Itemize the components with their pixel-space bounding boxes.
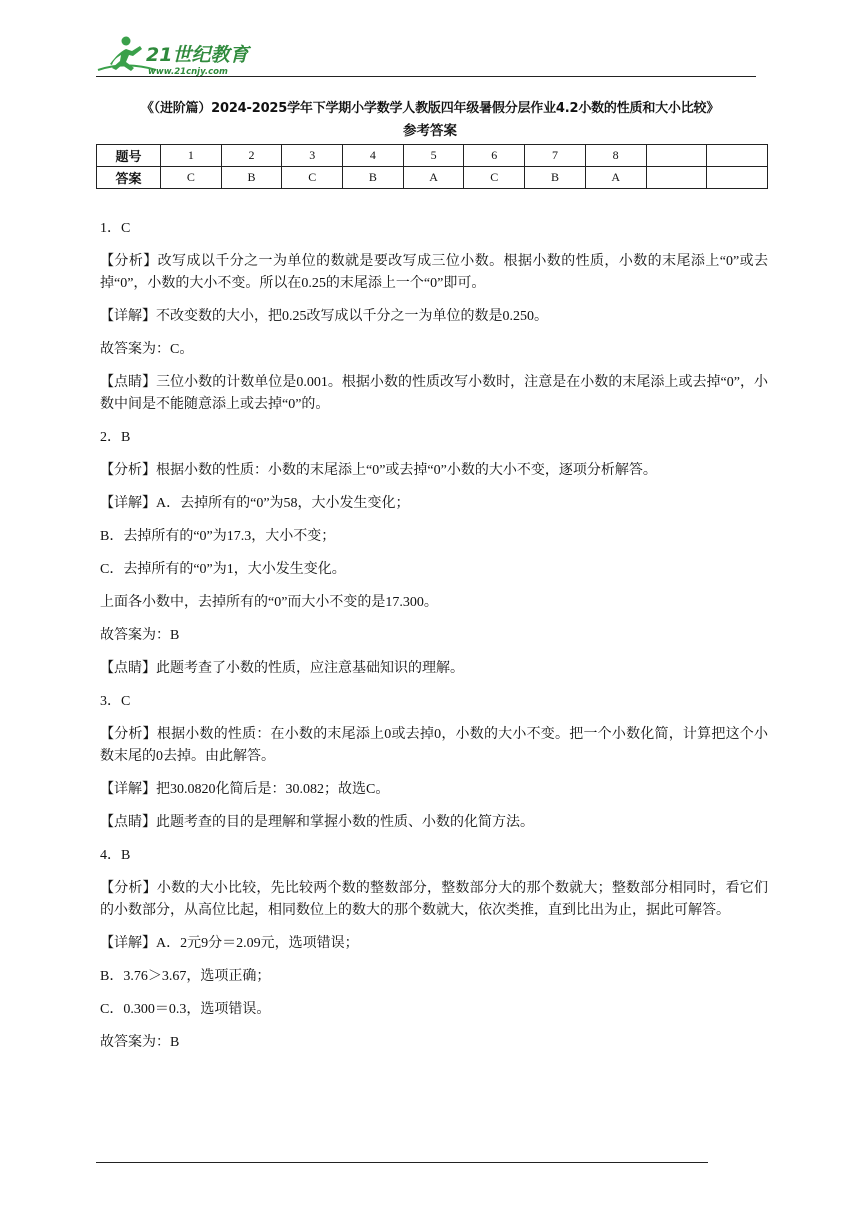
table-cell-answer: A [403, 167, 464, 189]
header-divider [96, 76, 756, 77]
solution-line: 4．B [100, 848, 131, 863]
table-cell-answer: C [161, 167, 222, 189]
solution-line: 1．C [100, 221, 131, 236]
table-cell-number: 1 [161, 145, 222, 167]
table-header-number: 题号 [97, 145, 161, 167]
table-cell-number [707, 145, 768, 167]
table-cell-answer: B [343, 167, 404, 189]
table-cell-answer: B [525, 167, 586, 189]
solution-line: 故答案为：B [100, 628, 180, 643]
table-cell-number: 4 [343, 145, 404, 167]
table-cell-number [646, 145, 707, 167]
table-cell-answer [646, 167, 707, 189]
table-cell-answer: B [221, 167, 282, 189]
solution-line: 【分析】小数的大小比较，先比较两个数的整数部分，整数部分大的那个数就大；整数部分相同时，看它们的小数部分，从高位比起，相同数位上的数大的那个数就大，依次类推，直到比出为止，据此可解答。 [100, 881, 768, 918]
solution-line: 【分析】根据小数的性质：小数的末尾添上“0”或去掉“0”小数的大小不变，逐项分析解答。 [100, 463, 657, 478]
solution-line: 【详解】A．去掉所有的“0”为58，大小发生变化； [100, 496, 410, 511]
answer-table [96, 144, 768, 189]
solution-line: 【详解】把30.0820化简后是：30.082；故选C。 [100, 782, 390, 797]
solution-line: 3．C [100, 694, 131, 709]
page-header [0, 0, 860, 80]
document-title: 《（进阶篇）2024-2025学年下学期小学数学人教版四年级暑假分层作业4.2小数的性质和大小比较》 [140, 101, 720, 116]
solution-line: 【点睛】三位小数的计数单位是0.001。根据小数的性质改写小数时，注意是在小数的末尾添上或去掉“0”，小数中间是不能随意添上或去掉“0”的。 [100, 375, 768, 412]
logo-url: www.21cnjy.com [148, 67, 228, 77]
table-header-answer: 答案 [97, 167, 161, 189]
solution-line: 上面各小数中，去掉所有的“0”而大小不变的是17.300。 [100, 595, 438, 610]
solution-line: 【点睛】此题考查了小数的性质，应注意基础知识的理解。 [100, 661, 464, 676]
document-subtitle: 参考答案 [403, 123, 457, 139]
logo [96, 34, 266, 78]
table-cell-number: 2 [221, 145, 282, 167]
solution-line: 【分析】改写成以千分之一为单位的数就是要改写成三位小数。根据小数的性质，小数的末尾添上“0”或去掉“0”，小数的大小不变。所以在0.25的末尾添上一个“0”即可。 [100, 254, 768, 291]
solution-line: 2．B [100, 430, 131, 445]
table-row-answers [97, 167, 768, 189]
solution-line: 【点睛】此题考查的目的是理解和掌握小数的性质、小数的化简方法。 [100, 815, 534, 830]
table-row-numbers [97, 145, 768, 167]
table-cell-number: 5 [403, 145, 464, 167]
solution-line: 【详解】A．2元9分＝2.09元，选项错误； [100, 936, 359, 951]
solution-line: 【分析】根据小数的性质：在小数的末尾添上0或去掉0，小数的大小不变。把一个小数化简，计算把这个小数末尾的0去掉。由此解答。 [100, 727, 768, 764]
solutions-body [100, 218, 768, 1065]
logo-text: 21世纪教育 [146, 44, 249, 66]
solution-line: 【详解】不改变数的大小，把0.25改写成以千分之一为单位的数是0.250。 [100, 309, 548, 324]
table-cell-number: 6 [464, 145, 525, 167]
solution-line: 故答案为：B [100, 1035, 180, 1050]
table-cell-answer: C [464, 167, 525, 189]
table-cell-answer [707, 167, 768, 189]
table-cell-number: 8 [585, 145, 646, 167]
solution-line: B．3.76＞3.67，选项正确； [100, 969, 271, 984]
table-cell-number: 7 [525, 145, 586, 167]
solution-line: B．去掉所有的“0”为17.3，大小不变； [100, 529, 336, 544]
table-cell-number: 3 [282, 145, 343, 167]
solution-line: C．0.300＝0.3，选项错误。 [100, 1002, 271, 1017]
solution-line: C．去掉所有的“0”为1，大小发生变化。 [100, 562, 346, 577]
footer-divider [96, 1162, 708, 1163]
solution-line: 故答案为：C。 [100, 342, 194, 357]
table-cell-answer: A [585, 167, 646, 189]
table-cell-answer: C [282, 167, 343, 189]
